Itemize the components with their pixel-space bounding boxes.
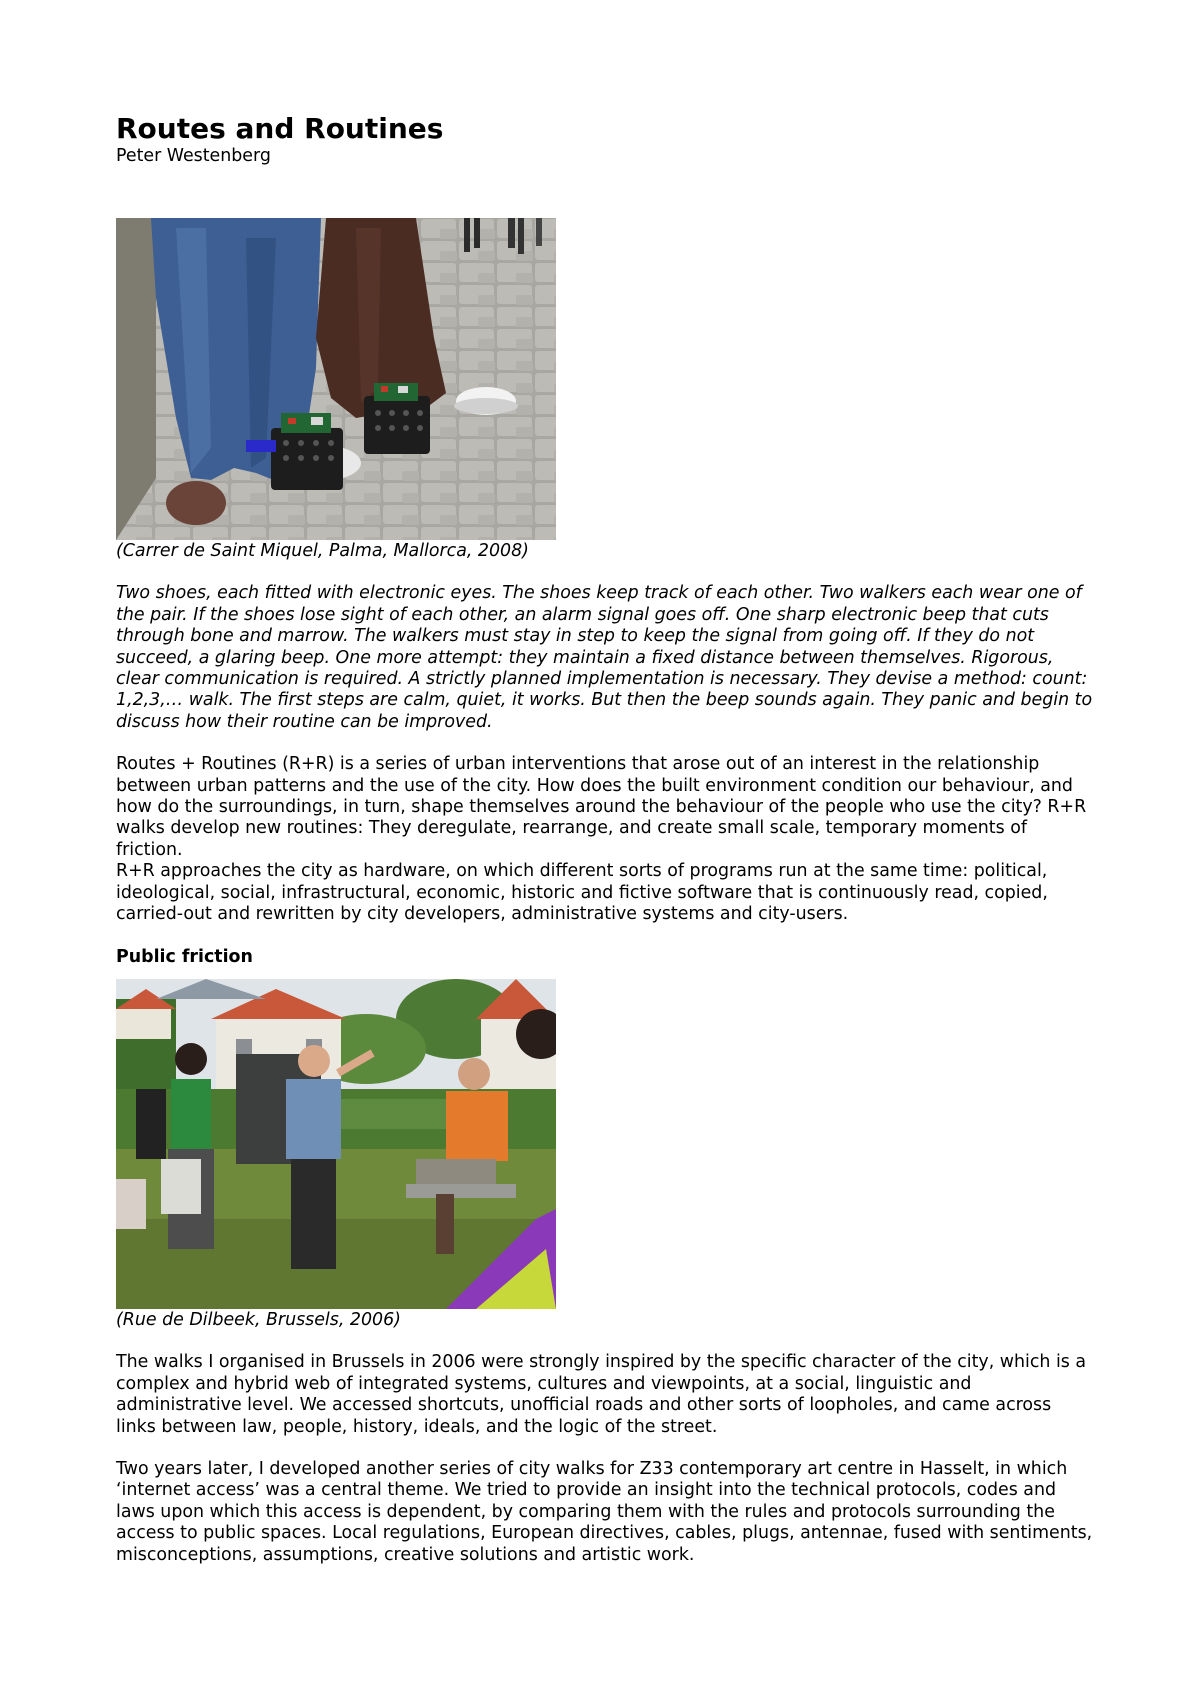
photo-electronic-shoes: [116, 218, 556, 540]
body-paragraph-4: Two years later, I developed another series of city walks for Z33 contemporary art centre in Hasselt, in which ‘internet access’ was a central theme. We tried to provide an insight into the technical protocols, codes and laws upon which this access is dependent, by comparing them with the rules and protocols surrounding the access to public spaces. Local regulations, European directives, cables, plugs, antennae, fused with sentiments, misconceptions, assumptions, creative solutions and artistic work.: [116, 1458, 1093, 1565]
author-name: Peter Westenberg: [116, 146, 271, 166]
photo-brussels-walk: [116, 979, 556, 1309]
intro-paragraph: Two shoes, each fitted with electronic eyes. The shoes keep track of each other. Two walkers each wear one of the pair. If the shoes lose sight of each other, an alarm signal goes off. One sharp electronic beep that cuts through bone and marrow. The walkers must stay in step to keep the signal from going off. If they do not succeed, a glaring beep. One more attempt: they maintain a fixed distance between themselves. Rigorous, clear communication is required. A strictly planned implementation is necessary. They devise a method: count: 1,2,3,… walk. The first steps are calm, quiet, it works. But then the beep sounds again. They panic and begin to discuss how their routine can be improved.: [116, 583, 1093, 732]
body-paragraph-3: The walks I organised in Brussels in 2006 were strongly inspired by the specific character of the city, which is a complex and hybrid web of integrated systems, cultures and viewpoints, at a social, linguistic and administrative level. We accessed shortcuts, unofficial roads and other sorts of loopholes, and came across links between law, people, history, ideals, and the logic of the street.: [116, 1352, 1087, 1437]
body-paragraph-2: R+R approaches the city as hardware, on which different sorts of programs run at the same time: political, ideological, social, infrastructural, economic, historic and fictive software that is continuously read, copied, carried-out and rewritten by city developers, administrative systems and city-users.: [116, 861, 1048, 925]
figure1-caption: (Carrer de Saint Miquel, Palma, Mallorca, 2008): [116, 541, 529, 561]
body-paragraph-1: Routes + Routines (R+R) is a series of urban interventions that arose out of an interest in the relationship between urban patterns and the use of the city. How does the built environment condition our behaviour, and how do the surroundings, in turn, shape themselves around the behaviour of the people who use the city? R+R walks develop new routines: They deregulate, rearrange, and create small scale, temporary moments of friction.: [116, 754, 1087, 860]
figure2-caption: (Rue de Dilbeek, Brussels, 2006): [116, 1309, 401, 1330]
document-content: [116, 112, 1096, 1566]
document-title: Routes and Routines: [116, 112, 444, 145]
section-heading: Public friction: [116, 946, 253, 967]
